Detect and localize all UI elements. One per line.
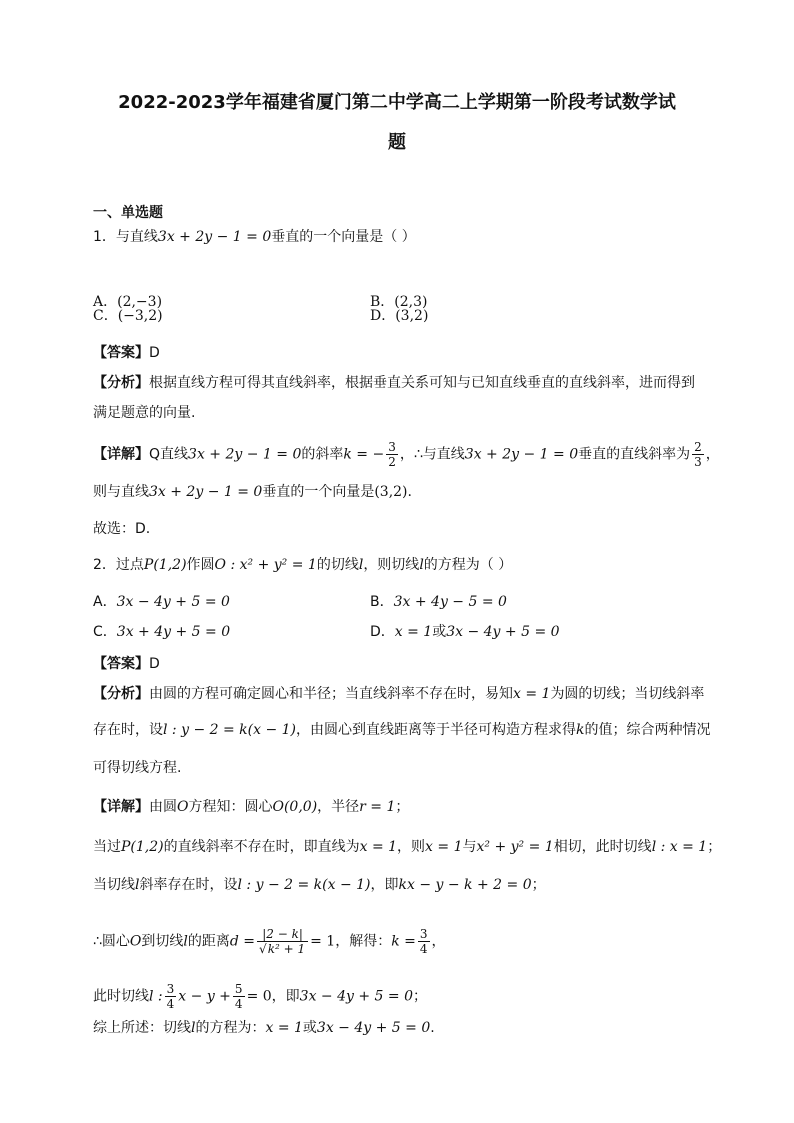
q1-detail-line1: 【详解】Q直线3x + 2y − 1 = 0的斜率k = − $\frac{3}{2}$ ，∴与直线3x + 2y − 1 = 0垂直的直线斜率为 $\frac{2}{3}$ ， bbox=[93, 440, 720, 469]
q1-detail-line2: 则与直线3x + 2y − 1 = 0垂直的一个向量是(3,2). bbox=[93, 484, 412, 500]
q2-detail-line6: 综上所述：切线l的方程为：x = 1或3x − 4y + 5 = 0. bbox=[93, 1020, 435, 1036]
q2-detail-line2: 当过P(1,2)的直线斜率不存在时，即直线为x = 1，则x = 1与x² + y² = 1相切，此时切线l : x = 1； bbox=[93, 839, 722, 855]
page-title-line2: 题 bbox=[388, 132, 406, 153]
q2-analysis-line3: 可得切线方程. bbox=[93, 760, 182, 776]
q1-option-c: C．(−3,2) bbox=[93, 308, 163, 324]
fraction: $\frac{2}{3}$ bbox=[694, 440, 702, 469]
q2-detail-line1: 【详解】由圆O方程知：圆心O(0,0)，半径r = 1； bbox=[93, 799, 410, 815]
q1-answer: 【答案】D bbox=[93, 345, 160, 361]
fraction: $\frac{5}{4}$ bbox=[234, 982, 243, 1011]
page-title-line1: 2022-2023学年福建省厦门第二中学高二上学期第一阶段考试数学试 bbox=[118, 92, 676, 113]
q2-detail-line5: 此时切线l : $\frac{3}{4}$ x − y + $\frac{5}{4}$ = 0，即3x − 4y + 5 = 0； bbox=[93, 982, 427, 1011]
q1-option-d: D．(3,2) bbox=[370, 308, 429, 324]
q2-option-b: B．3x + 4y − 5 = 0 bbox=[370, 594, 507, 610]
q1-choose: 故选：D. bbox=[93, 521, 151, 537]
q2-stem: 2．过点P(1,2)作圆O : x² + y² = 1的切线l，则切线l的方程为（ ） bbox=[93, 557, 513, 573]
q1-option-b: B．(2,3) bbox=[370, 294, 428, 310]
q2-analysis-line2: 存在时，设l : y − 2 = k(x − 1)，由圆心到直线距离等于半径可构造方程求得k的值；综合两种情况 bbox=[93, 722, 711, 738]
q2-analysis-line1: 【分析】由圆的方程可确定圆心和半径；当直线斜率不存在时，易知x = 1为圆的切线；当切线斜率 bbox=[93, 686, 705, 702]
section-heading: 一、单选题 bbox=[93, 205, 163, 221]
q2-detail-line4: ∴圆心O到切线l的距离d = $\frac{|2 - k|}{\text{√k² + 1}}$ = 1，解得：k = $\frac{3}{4}$ ， bbox=[93, 927, 446, 956]
q1-stem: 1．与直线3x + 2y − 1 = 0垂直的一个向量是（ ） bbox=[93, 229, 416, 245]
fraction: $\frac{3}{4}$ bbox=[166, 982, 175, 1011]
q2-answer: 【答案】D bbox=[93, 656, 160, 672]
q2-option-a: A．3x − 4y + 5 = 0 bbox=[93, 594, 230, 610]
q2-option-c: C．3x + 4y + 5 = 0 bbox=[93, 624, 231, 640]
fraction: $\frac{3}{2}$ bbox=[388, 440, 396, 469]
q1-analysis-line1: 【分析】根据直线方程可得其直线斜率，根据垂直关系可知与已知直线垂直的直线斜率，进而得到 bbox=[93, 375, 695, 391]
q1-analysis-line2: 满足题意的向量. bbox=[93, 405, 196, 421]
q2-option-d: D．x = 1或3x − 4y + 5 = 0 bbox=[370, 624, 560, 640]
fraction: $\frac{3}{4}$ bbox=[419, 927, 428, 956]
q2-detail-line3: 当切线l斜率存在时，设l : y − 2 = k(x − 1)，即kx − y − k + 2 = 0； bbox=[93, 877, 546, 893]
q1-option-a: A．(2,−3) bbox=[93, 294, 163, 310]
fraction: $\frac{|2 - k|}{\text{√k² + 1}}$ bbox=[257, 927, 308, 956]
